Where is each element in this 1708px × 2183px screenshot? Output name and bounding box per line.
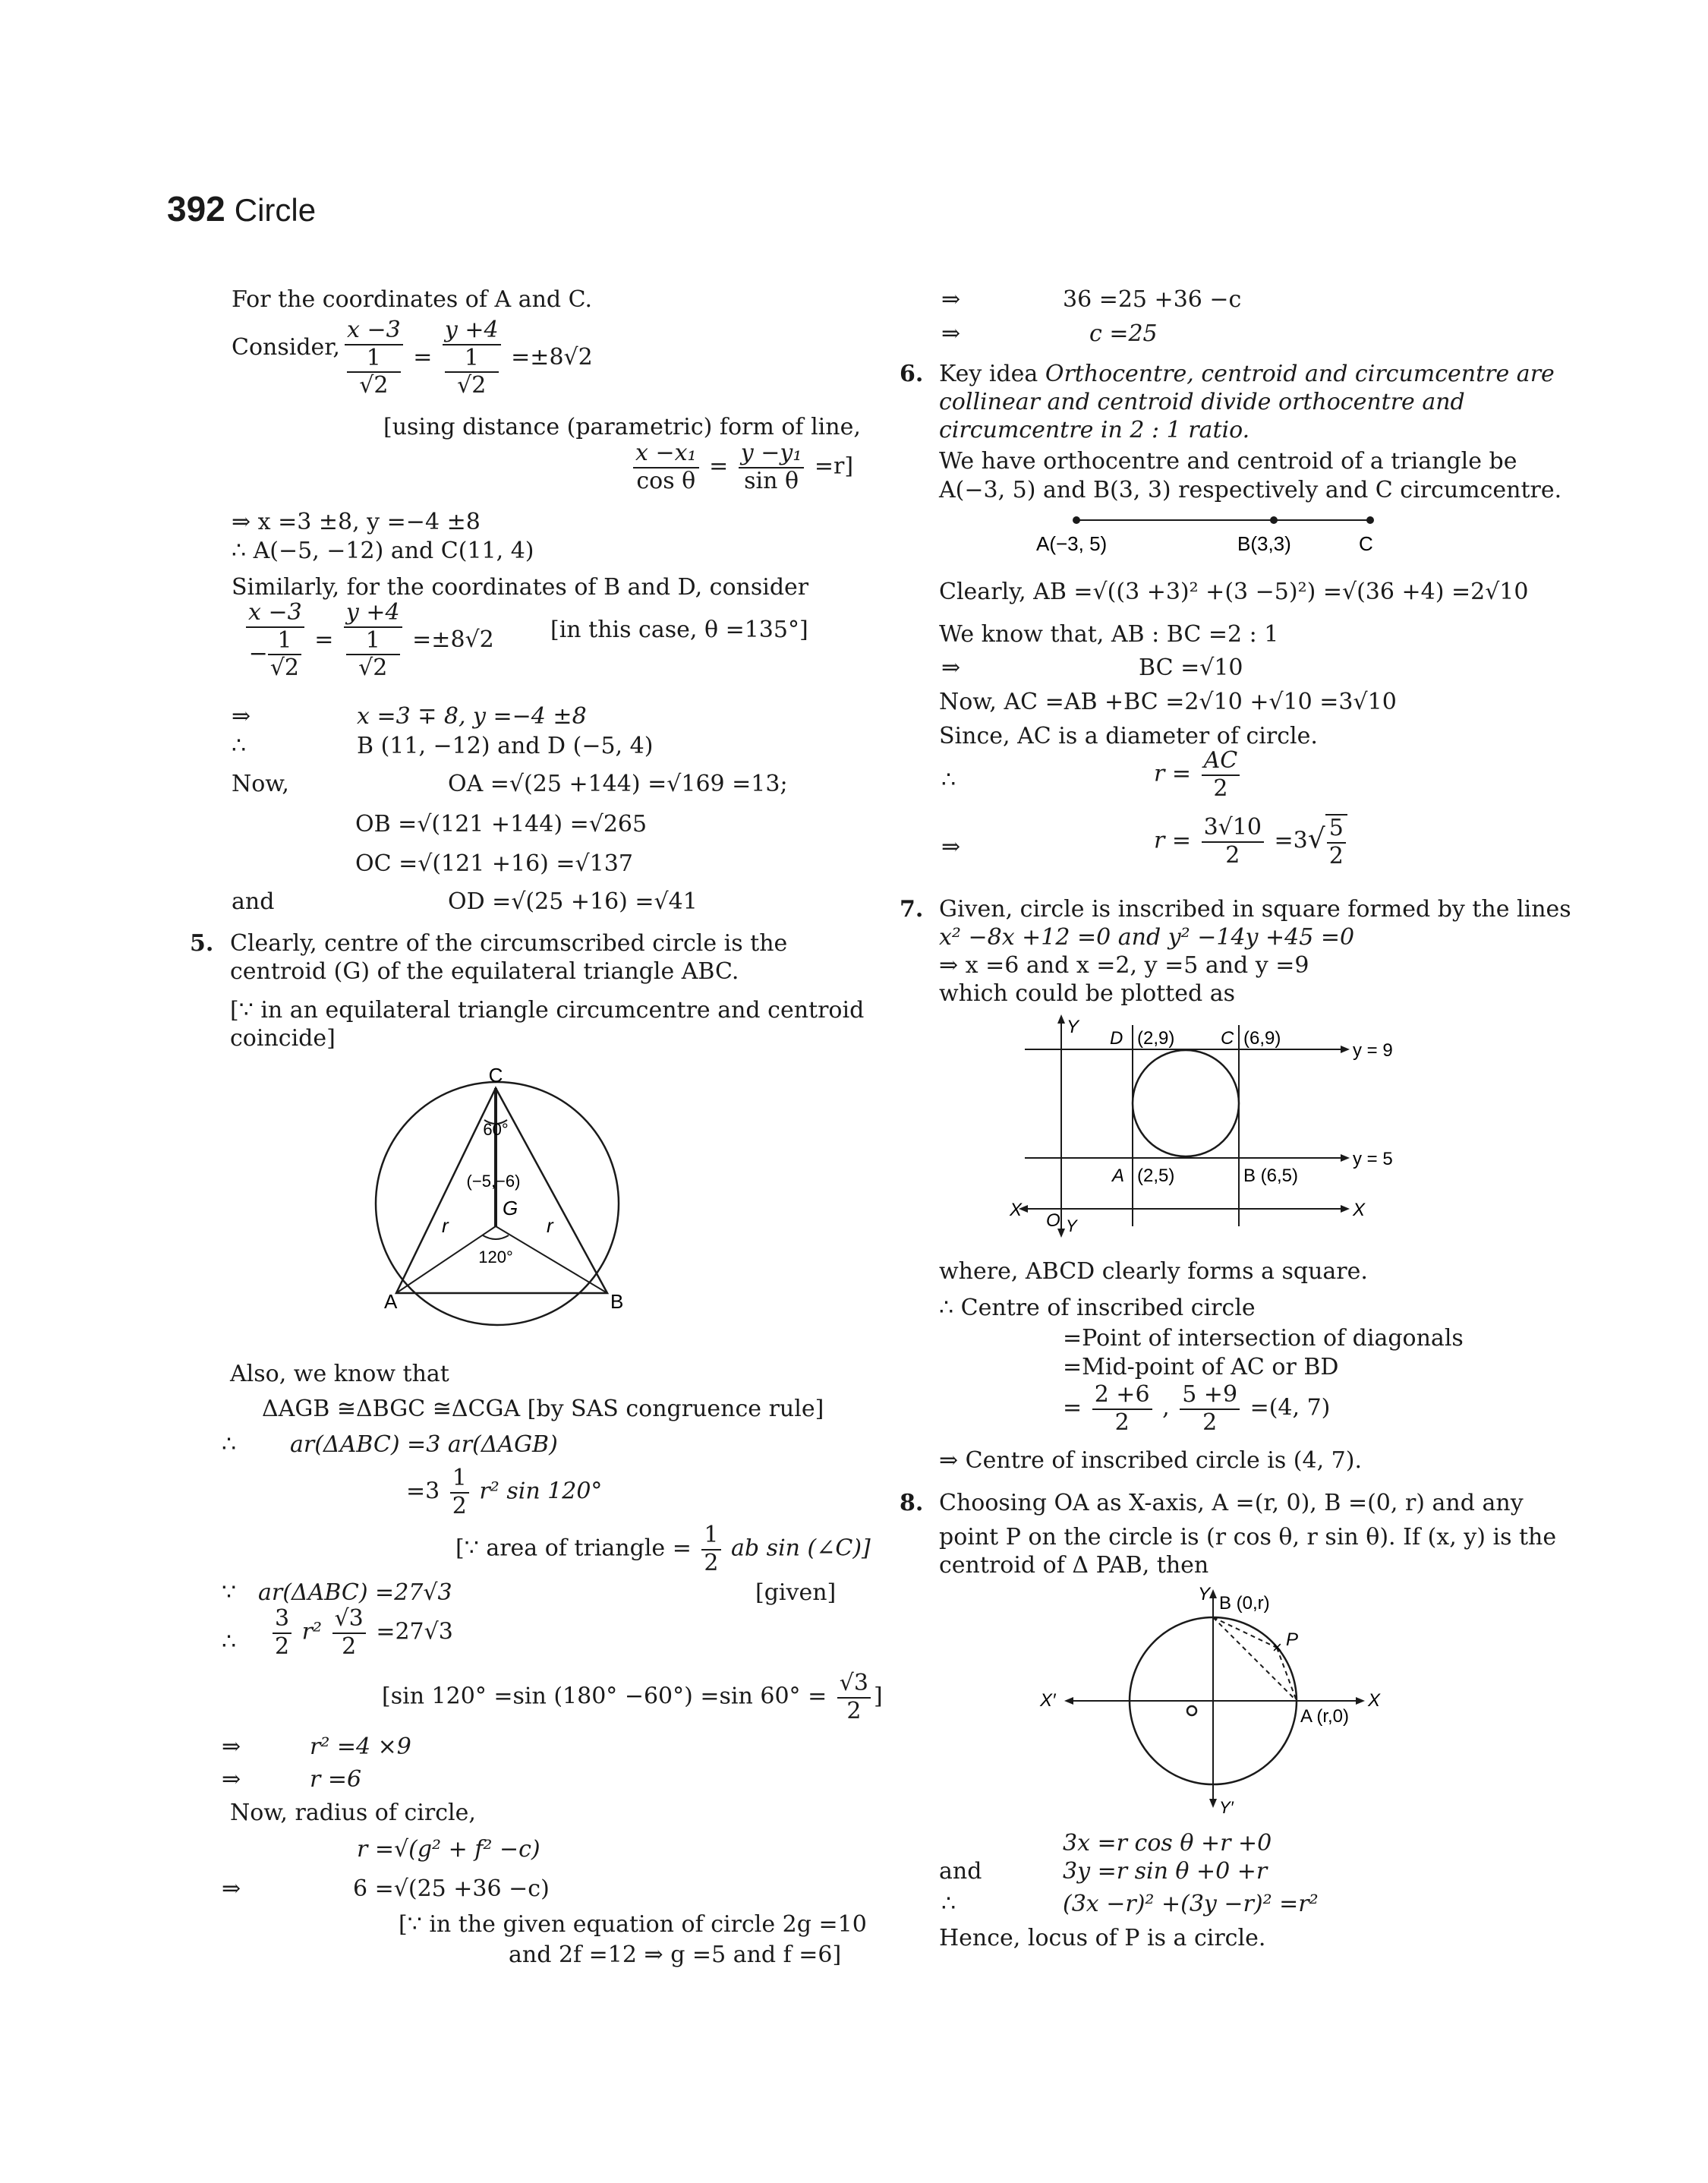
q4-oa: OA =√(25 +144) =√169 =13; <box>448 771 788 797</box>
corner-b-label: B (6,5) <box>1243 1166 1299 1186</box>
q5-sin-note: [sin 120° =sin (180° −60°) =sin 60° = $\frac{√3}{2}$ ] <box>382 1670 883 1724</box>
page-number: 392 <box>167 189 225 229</box>
q7-square: where, ABCD clearly forms a square. <box>939 1258 1368 1285</box>
point-a-label: A (r,0) <box>1300 1706 1350 1727</box>
q5-implies-1: ⇒ <box>222 1733 241 1760</box>
q7-line3: ⇒ x =6 and x =2, y =5 and y =9 <box>939 952 1309 979</box>
square-circle-figure <box>1010 1010 1435 1238</box>
page-header <box>167 188 316 229</box>
axis-y-bottom-label: Y <box>1066 1216 1077 1235</box>
corner-a-coord: (2,5) <box>1137 1166 1175 1186</box>
origin-label: O <box>1046 1210 1060 1231</box>
q4-param-form: $\frac{\text{x −x₁}}{\text{cos θ}}$ = $\frac{\text{y −y₁}}{\text{sin θ}}$ =r] <box>630 440 853 494</box>
axis-y-label: Y <box>1067 1017 1079 1037</box>
corner-d-label: D <box>1110 1028 1123 1049</box>
vertex-c-label: C <box>488 1064 503 1087</box>
cont-eq-1: 36 =25 +36 −c <box>1063 286 1242 313</box>
axis-y-bottom-label: Y′ <box>1219 1798 1234 1817</box>
q5-area-1: ar(ΔABC) =3 ar(ΔAGB) <box>290 1431 558 1458</box>
q4-od: OD =√(25 +16) =√41 <box>448 888 698 915</box>
axis-x-right-label: X <box>1368 1690 1381 1711</box>
q5-because: ∵ <box>222 1579 237 1606</box>
q6-r-final: r = $\frac{3√10}{2}$ =3√ $\frac{5}{2}$ <box>1154 814 1347 869</box>
q8-conclusion: Hence, locus of P is a circle. <box>939 1925 1266 1951</box>
q5-radius-formula: r =√(g² + f² −c) <box>357 1836 540 1863</box>
q6-bc: BC =√10 <box>1139 655 1243 681</box>
q8-line3: centroid of Δ PAB, then <box>939 1552 1209 1579</box>
cont-implies-2: ⇒ <box>941 320 961 347</box>
equilateral-triangle-figure <box>357 1059 624 1313</box>
q4-result-3: x =3 ∓ 8, y =−4 ±8 <box>357 703 587 730</box>
q4-result-2: ∴ A(−5, −12) and C(11, 4) <box>232 538 534 564</box>
axis-x-left-label: X <box>1010 1200 1023 1220</box>
q4-equation-1: x −3 1 √2 = y +4 1 √2 =±8√2 <box>342 317 593 399</box>
q5-r-squared: r² =4 ×9 <box>310 1733 411 1760</box>
point-b-label: B(3,3) <box>1237 532 1291 555</box>
q7-midpoint: =Mid-point of AC or BD <box>1063 1354 1339 1380</box>
collinear-points-figure <box>1025 505 1412 558</box>
q5-also: Also, we know that <box>230 1361 449 1387</box>
q6-implies-2: ⇒ <box>941 834 961 860</box>
cont-implies-1: ⇒ <box>941 286 961 313</box>
centroid-coord-label: (−5,−6) <box>466 1172 521 1191</box>
vertex-b-label: B <box>610 1290 624 1313</box>
q6-ab: Clearly, AB =√((3 +3)² +(3 −5)²) =√(36 +4) =2√10 <box>939 579 1529 605</box>
q6-implies-1: ⇒ <box>941 655 961 681</box>
q5-note-2: and 2f =12 ⇒ g =5 and f =6] <box>509 1942 842 1968</box>
q7-line1: Given, circle is inscribed in square formed by the lines <box>939 896 1571 923</box>
q8-and: and <box>939 1858 982 1885</box>
q5-area-2: =3 $\frac{1}{2}$ r² sin 120° <box>406 1465 603 1519</box>
line-y5-label: y = 5 <box>1353 1149 1393 1169</box>
q5-line1: Clearly, centre of the circumscribed circle is the <box>230 930 788 957</box>
point-p-label: P <box>1286 1629 1299 1650</box>
q7-final: ⇒ Centre of inscribed circle is (4, 7). <box>939 1447 1362 1474</box>
q5-given-label: [given] <box>755 1579 837 1606</box>
q4-now: Now, <box>232 771 289 797</box>
q6-r-ac: r = $\frac{AC}{2}$ <box>1154 748 1243 802</box>
q6-diameter: Since, AC is a diameter of circle. <box>939 723 1318 749</box>
q4-and: and <box>232 888 275 915</box>
chapter-title: Circle <box>234 192 317 228</box>
q5-number: 5. <box>190 930 214 957</box>
angle-120-label: 120° <box>478 1248 513 1267</box>
q5-implies-3: ⇒ <box>222 1875 241 1902</box>
q4-similarly: Similarly, for the coordinates of B and D, consider <box>232 574 809 601</box>
q5-implies-2: ⇒ <box>222 1766 241 1793</box>
q8-eq-2: 3y =r sin θ +0 +r <box>1063 1858 1268 1885</box>
q6-therefore: ∴ <box>941 767 956 793</box>
q7-poi: =Point of intersection of diagonals <box>1063 1325 1464 1352</box>
q7-line4: which could be plotted as <box>939 980 1236 1007</box>
q6-number: 6. <box>900 361 924 387</box>
corner-c-coord: (6,9) <box>1243 1028 1281 1049</box>
q5-congruence: ΔAGB ≅ΔBGC ≅ΔCGA [by SAS congruence rule] <box>262 1396 824 1422</box>
corner-c-label: C <box>1221 1028 1234 1049</box>
q4-line1: For the coordinates of A and C. <box>232 286 593 313</box>
q4-equation-2: x −3 − $\frac{1}{√2}$ = y +4 1 √2 =±8√2 <box>243 600 494 682</box>
q8-number: 8. <box>900 1490 924 1516</box>
q6-line1: Key idea Orthocentre, centroid and circumcentre are <box>939 361 1555 387</box>
q4-using-note: [using distance (parametric) form of line, <box>383 414 861 440</box>
radius-label-left: r <box>442 1214 449 1237</box>
q6-line5: A(−3, 5) and B(3, 3) respectively and C circumcentre. <box>939 477 1562 503</box>
q5-line2: centroid (G) of the equilateral triangle ABC. <box>230 958 739 985</box>
q7-midpoint-eq: = $\frac{2 +6}{2}$ , $\frac{5 +9}{2}$ =(4, 7) <box>1063 1381 1331 1436</box>
corner-d-coord: (2,9) <box>1137 1028 1175 1049</box>
vertex-a-label: A <box>384 1290 398 1313</box>
point-c-label: C <box>1359 532 1373 555</box>
q5-r-value: r =6 <box>310 1766 362 1793</box>
point-b-label: B (0,r) <box>1219 1593 1270 1614</box>
q5-given-area: ar(ΔABC) =27√3 <box>258 1579 452 1606</box>
q4-case-note: [in this case, θ =135°] <box>550 617 808 643</box>
q4-implies-1: ⇒ <box>232 703 251 730</box>
q6-ac: Now, AC =AB +BC =2√10 +√10 =3√10 <box>939 689 1397 715</box>
cont-eq-2: c =25 <box>1089 320 1158 347</box>
q4-oc: OC =√(121 +16) =√137 <box>355 850 633 877</box>
axis-x-left-label: X′ <box>1040 1690 1056 1711</box>
line-y9-label: y = 9 <box>1353 1040 1393 1061</box>
q5-therefore-1: ∴ <box>222 1431 237 1458</box>
q8-eq-1: 3x =r cos θ +r +0 <box>1063 1830 1272 1856</box>
q8-line2: point P on the circle is (r cos θ, r sin θ). If (x, y) is the <box>939 1524 1557 1550</box>
q8-line1: Choosing OA as X-axis, A =(r, 0), B =(0, r) and any <box>939 1490 1524 1516</box>
q6-line2: collinear and centroid divide orthocentre and <box>939 389 1465 415</box>
q5-radius-label: Now, radius of circle, <box>230 1800 476 1826</box>
axis-y-label: Y <box>1198 1584 1211 1604</box>
q4-ob: OB =√(121 +144) =√265 <box>355 811 648 838</box>
origin-marker <box>1187 1706 1196 1715</box>
q7-number: 7. <box>900 896 924 923</box>
q4-result-4: B (11, −12) and D (−5, 4) <box>357 733 654 759</box>
radius-label-right: r <box>547 1214 553 1237</box>
angle-60-label: 60° <box>483 1120 509 1139</box>
q5-therefore-2: ∴ <box>222 1629 237 1655</box>
q8-therefore: ∴ <box>941 1891 956 1917</box>
q5-six-eq: 6 =√(25 +36 −c) <box>353 1875 550 1902</box>
q7-line2: x² −8x +12 =0 and y² −14y +45 =0 <box>939 924 1355 951</box>
q4-consider-label: Consider, <box>232 334 340 361</box>
q8-eq-3: (3x −r)² +(3y −r)² =r² <box>1063 1891 1319 1917</box>
centroid-g-label: G <box>503 1197 518 1219</box>
q5-area-note: [∵ area of triangle = $\frac{1}{2}$ ab sin (∠C)] <box>455 1522 871 1576</box>
point-p-marker: × <box>1272 1638 1282 1657</box>
point-a-label: A(−3, 5) <box>1036 532 1108 555</box>
q4-result-1: ⇒ x =3 ±8, y =−4 ±8 <box>232 509 481 535</box>
q5-line3: [∵ in an equilateral triangle circumcentre and centroid <box>230 997 865 1024</box>
q6-ratio: We know that, AB : BC =2 : 1 <box>939 621 1279 648</box>
q6-line4: We have orthocentre and centroid of a triangle be <box>939 448 1517 475</box>
corner-a-label: A <box>1112 1166 1125 1186</box>
locus-circle-figure <box>1040 1583 1389 1815</box>
q5-area-equation: $\frac{3}{2}$ r² $\frac{√3}{2}$ =27√3 <box>269 1606 453 1660</box>
q6-line3: circumcentre in 2 : 1 ratio. <box>939 417 1250 443</box>
q7-centre: ∴ Centre of inscribed circle <box>939 1295 1256 1321</box>
axis-x-right-label: X <box>1353 1200 1366 1220</box>
q5-note-1: [∵ in the given equation of circle 2g =10 <box>399 1911 867 1938</box>
q4-therefore-1: ∴ <box>232 733 247 759</box>
q5-line4: coincide] <box>230 1025 336 1052</box>
